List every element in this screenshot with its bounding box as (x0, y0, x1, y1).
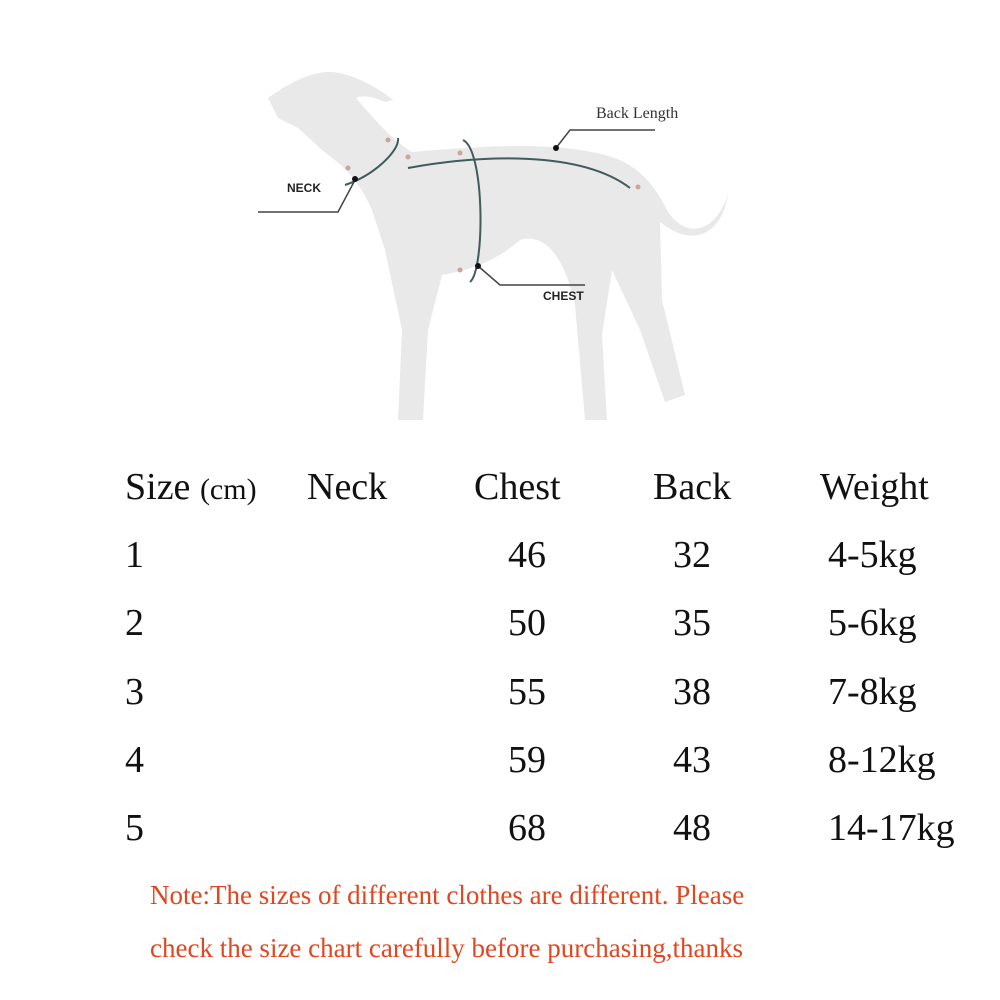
header-neck: Neck (307, 466, 388, 508)
cell-back: 38 (673, 671, 711, 713)
cell-size: 5 (125, 807, 144, 849)
header-unit: (cm) (199, 473, 257, 506)
cell-chest: 55 (508, 671, 546, 713)
dog-silhouette (268, 72, 728, 420)
header-chest: Chest (474, 466, 561, 508)
cell-back: 32 (673, 534, 711, 576)
cell-back: 35 (673, 602, 711, 644)
neck-label: NECK (287, 181, 322, 195)
cell-weight: 4-5kg (828, 534, 917, 576)
cell-back: 48 (673, 807, 711, 849)
cell-size: 3 (125, 671, 144, 713)
cell-chest: 46 (508, 534, 546, 576)
cell-weight: 7-8kg (828, 671, 917, 713)
cell-chest: 68 (508, 807, 546, 849)
cell-back: 43 (673, 739, 711, 781)
header-back: Back (653, 466, 732, 508)
back-length-label: Back Length (596, 105, 679, 122)
header-size: Size (125, 466, 191, 508)
cell-chest: 59 (508, 739, 546, 781)
cell-weight: 8-12kg (828, 739, 936, 781)
note-line-1: Note:The sizes of different clothes are different. Please (150, 880, 745, 910)
cell-weight: 5-6kg (828, 602, 917, 644)
chest-label: CHEST (543, 289, 584, 303)
dog-measurement-diagram (0, 0, 1000, 440)
cell-chest: 50 (508, 602, 546, 644)
cell-size: 2 (125, 602, 144, 644)
note-line-2: check the size chart carefully before purchasing,thanks (150, 933, 743, 963)
cell-size: 4 (125, 739, 144, 781)
cell-weight: 14-17kg (828, 807, 955, 849)
header-weight: Weight (820, 466, 929, 508)
cell-size: 1 (125, 534, 144, 576)
